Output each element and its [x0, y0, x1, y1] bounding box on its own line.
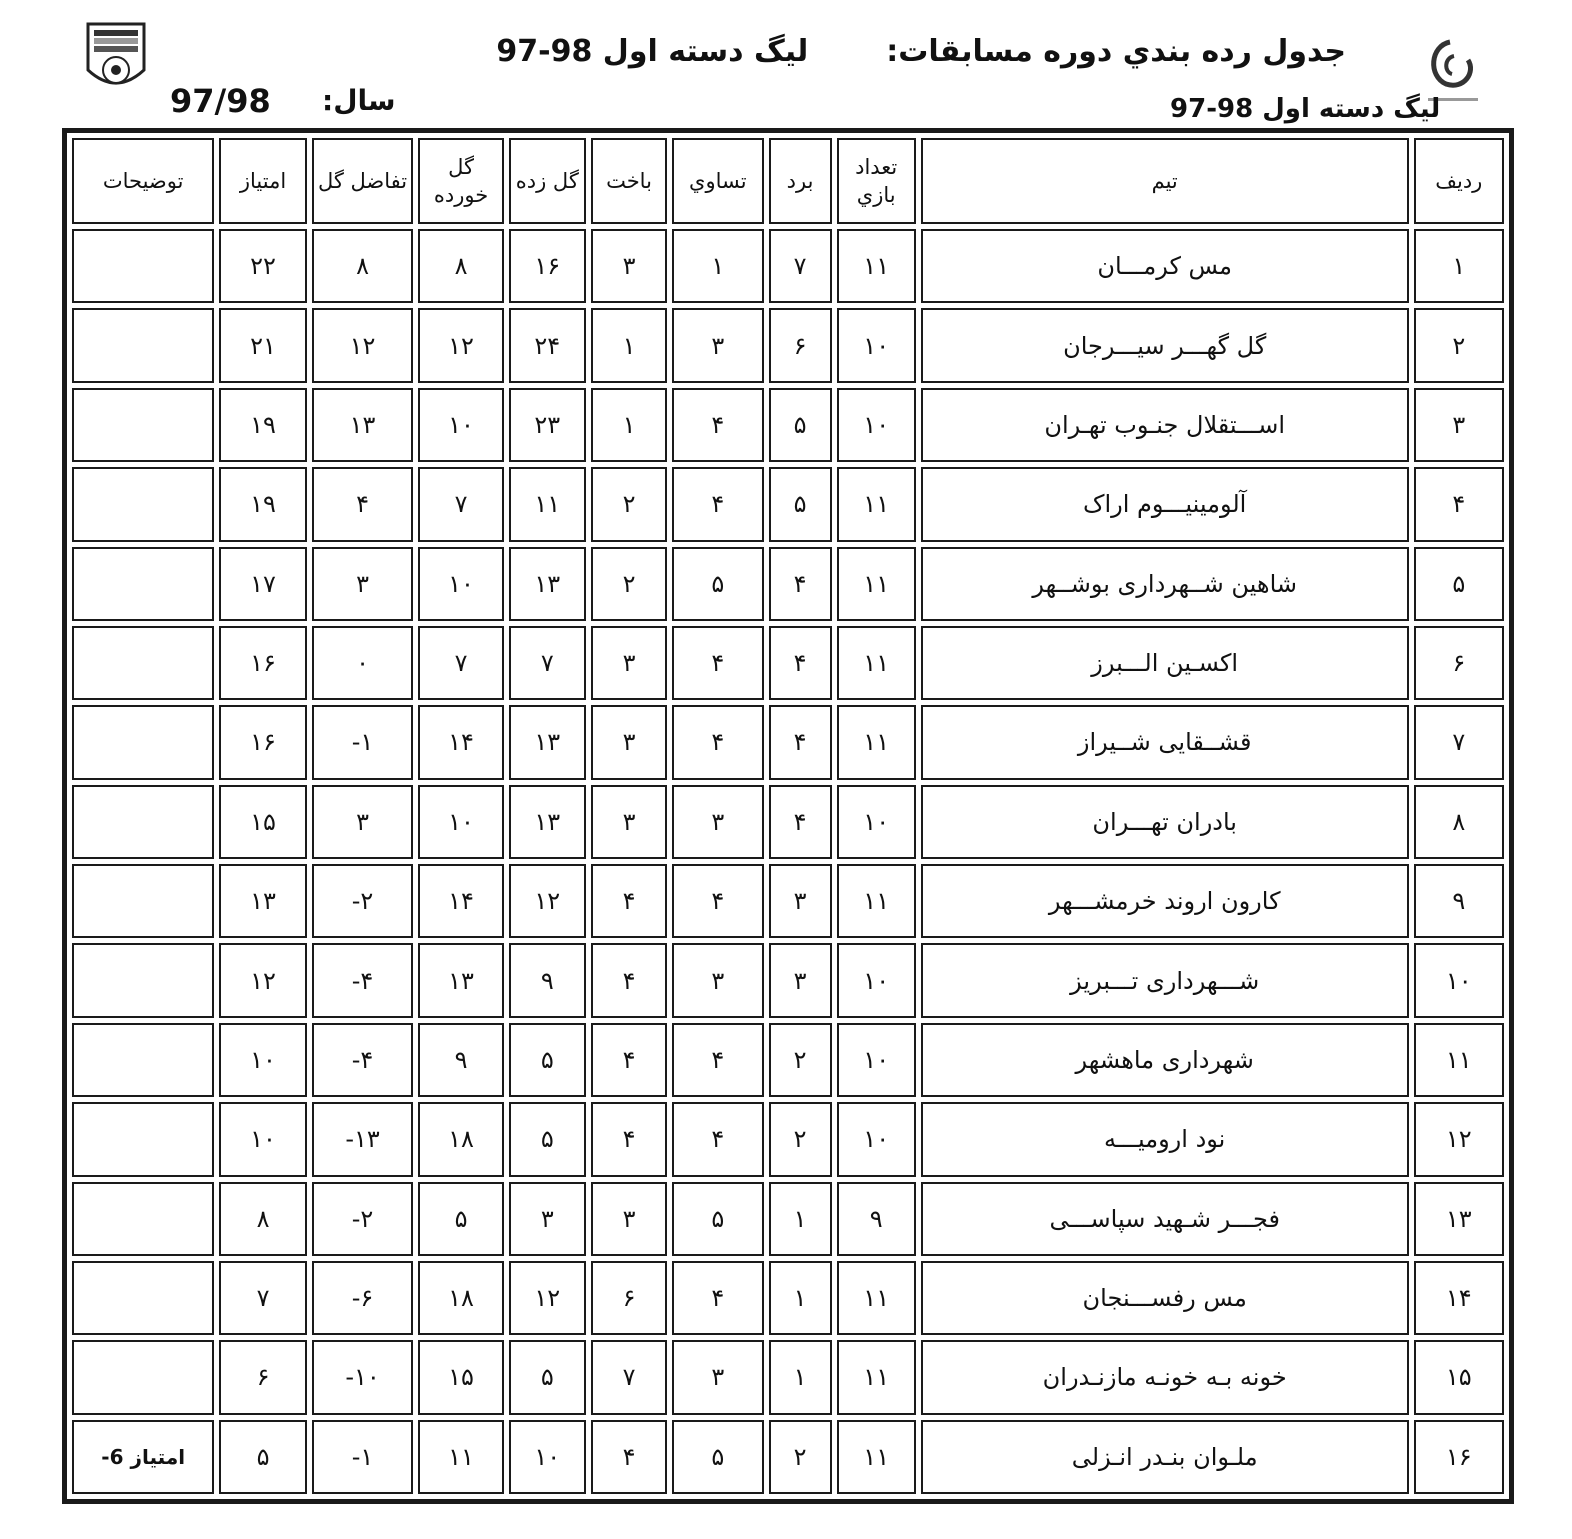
cell-played: ۱۰ [837, 1023, 916, 1097]
cell-team: آلومينيـــوم اراک [921, 467, 1409, 541]
cell-won: ۴ [769, 626, 832, 700]
cell-played: ۱۰ [837, 785, 916, 859]
cell-gd: ۲- [312, 864, 414, 938]
cell-drawn: ۳ [672, 943, 763, 1017]
cell-ga: ۱۸ [418, 1261, 503, 1335]
cell-lost: ۴ [591, 1102, 667, 1176]
cell-ga: ۸ [418, 229, 503, 303]
cell-lost: ۲ [591, 547, 667, 621]
cell-gd: ۱۲ [312, 308, 414, 382]
cell-drawn: ۴ [672, 705, 763, 779]
cell-lost: ۳ [591, 705, 667, 779]
col-team-header: تيم [921, 138, 1409, 224]
cell-note [72, 547, 214, 621]
cell-team: قشــقايی شــيراز [921, 705, 1409, 779]
cell-team: اســـتقلال جنـوب تهـران [921, 388, 1409, 462]
table-row [72, 1340, 1504, 1414]
cell-note [72, 308, 214, 382]
cell-ga: ۱۴ [418, 705, 503, 779]
cell-gf: ۷ [509, 626, 586, 700]
cell-rank: ۱۴ [1414, 1261, 1504, 1335]
cell-gd: ۲- [312, 1182, 414, 1256]
cell-played: ۱۰ [837, 308, 916, 382]
cell-note [72, 864, 214, 938]
cell-won: ۱ [769, 1182, 832, 1256]
cell-gf: ۵ [509, 1102, 586, 1176]
cell-gf: ۹ [509, 943, 586, 1017]
cell-gf: ۲۴ [509, 308, 586, 382]
cell-drawn: ۴ [672, 626, 763, 700]
col-gd-header: تفاضل گل [312, 138, 414, 224]
cell-gf: ۱۲ [509, 1261, 586, 1335]
cell-rank: ۹ [1414, 864, 1504, 938]
cell-rank: ۱۶ [1414, 1420, 1504, 1494]
cell-pts: ۶ [219, 1340, 306, 1414]
cell-drawn: ۳ [672, 785, 763, 859]
cell-played: ۱۱ [837, 229, 916, 303]
cell-gf: ۱۶ [509, 229, 586, 303]
cell-rank: ۱ [1414, 229, 1504, 303]
col-ga-header: گل خورده [418, 138, 503, 224]
cell-rank: ۱۱ [1414, 1023, 1504, 1097]
cell-team: مس رفســـنجان [921, 1261, 1409, 1335]
cell-lost: ۳ [591, 785, 667, 859]
cell-lost: ۱ [591, 308, 667, 382]
cell-drawn: ۴ [672, 1261, 763, 1335]
cell-gd: ۱۳ [312, 388, 414, 462]
cell-won: ۵ [769, 388, 832, 462]
cell-team: خونه بـه خونـه مازنـدران [921, 1340, 1409, 1414]
cell-played: ۱۰ [837, 943, 916, 1017]
table-row [72, 1023, 1504, 1097]
cell-drawn: ۴ [672, 1102, 763, 1176]
document-title [496, 34, 1346, 69]
cell-rank: ۱۰ [1414, 943, 1504, 1017]
cell-lost: ۳ [591, 229, 667, 303]
standings-table [67, 133, 1509, 1499]
cell-gf: ۱۳ [509, 547, 586, 621]
cell-ga: ۷ [418, 626, 503, 700]
cell-won: ۴ [769, 547, 832, 621]
cell-won: ۱ [769, 1340, 832, 1414]
cell-gf: ۵ [509, 1023, 586, 1097]
cell-ga: ۱۸ [418, 1102, 503, 1176]
cell-gd: ۱- [312, 705, 414, 779]
cell-gd: ۱۰- [312, 1340, 414, 1414]
cell-pts: ۲۲ [219, 229, 306, 303]
table-row [72, 1420, 1504, 1494]
cell-rank: ۱۳ [1414, 1182, 1504, 1256]
cell-gd: ۸ [312, 229, 414, 303]
col-drawn-header: تساوي [672, 138, 763, 224]
cell-drawn: ۵ [672, 1182, 763, 1256]
cell-gd: ۳ [312, 547, 414, 621]
cell-played: ۱۱ [837, 1261, 916, 1335]
table-row [72, 626, 1504, 700]
cell-won: ۵ [769, 467, 832, 541]
cell-team: ملـوان بنـدر انـزلی [921, 1420, 1409, 1494]
cell-rank: ۵ [1414, 547, 1504, 621]
cell-team: اکسـين الـــبرز [921, 626, 1409, 700]
cell-pts: ۱۷ [219, 547, 306, 621]
subtitle: ليگ دسته اول 98-97 [1170, 94, 1441, 124]
year-label: سال: [322, 84, 396, 117]
table-row [72, 864, 1504, 938]
cell-ga: ۱۰ [418, 388, 503, 462]
cell-note [72, 1261, 214, 1335]
cell-played: ۱۱ [837, 1340, 916, 1414]
cell-rank: ۸ [1414, 785, 1504, 859]
cell-team: شهرداری ماهشهر [921, 1023, 1409, 1097]
cell-pts: ۷ [219, 1261, 306, 1335]
cell-team: نود اروميـــه [921, 1102, 1409, 1176]
table-row [72, 308, 1504, 382]
table-row [72, 705, 1504, 779]
cell-drawn: ۳ [672, 1340, 763, 1414]
cell-won: ۷ [769, 229, 832, 303]
cell-won: ۲ [769, 1420, 832, 1494]
cell-lost: ۳ [591, 626, 667, 700]
cell-played: ۱۱ [837, 705, 916, 779]
cell-note [72, 388, 214, 462]
cell-team: فجـــر شـهيد سپاســـی [921, 1182, 1409, 1256]
cell-team: شـــهرداری تـــبريز [921, 943, 1409, 1017]
cell-note [72, 626, 214, 700]
cell-lost: ۶ [591, 1261, 667, 1335]
cell-won: ۶ [769, 308, 832, 382]
cell-note [72, 1182, 214, 1256]
cell-team: کارون اروند خرمشـــهر [921, 864, 1409, 938]
cell-gd: ۱- [312, 1420, 414, 1494]
cell-won: ۴ [769, 785, 832, 859]
cell-team: شاهين شــهرداری بوشــهر [921, 547, 1409, 621]
cell-gf: ۵ [509, 1340, 586, 1414]
cell-rank: ۲ [1414, 308, 1504, 382]
cell-note [72, 1102, 214, 1176]
cell-pts: ۱۲ [219, 943, 306, 1017]
cell-pts: ۱۶ [219, 705, 306, 779]
cell-pts: ۲۱ [219, 308, 306, 382]
cell-gd: ۶- [312, 1261, 414, 1335]
table-row [72, 1182, 1504, 1256]
title-text: جدول رده بندي دوره مسابقات: [886, 34, 1346, 69]
cell-note [72, 229, 214, 303]
cell-won: ۳ [769, 864, 832, 938]
cell-ga: ۱۰ [418, 785, 503, 859]
cell-pts: ۱۵ [219, 785, 306, 859]
cell-gf: ۱۰ [509, 1420, 586, 1494]
cell-lost: ۲ [591, 467, 667, 541]
standings-table-frame [62, 128, 1514, 1504]
cell-rank: ۷ [1414, 705, 1504, 779]
cell-won: ۲ [769, 1023, 832, 1097]
table-row [72, 547, 1504, 621]
cell-lost: ۴ [591, 943, 667, 1017]
cell-lost: ۴ [591, 864, 667, 938]
table-row [72, 229, 1504, 303]
cell-ga: ۱۱ [418, 1420, 503, 1494]
cell-team: گل گهـــر سيـــرجان [921, 308, 1409, 382]
cell-ga: ۱۰ [418, 547, 503, 621]
cell-drawn: ۴ [672, 467, 763, 541]
cell-won: ۴ [769, 705, 832, 779]
cell-won: ۳ [769, 943, 832, 1017]
cell-gf: ۱۲ [509, 864, 586, 938]
cell-ga: ۱۲ [418, 308, 503, 382]
cell-ga: ۵ [418, 1182, 503, 1256]
cell-drawn: ۳ [672, 308, 763, 382]
cell-drawn: ۴ [672, 864, 763, 938]
cell-gf: ۳ [509, 1182, 586, 1256]
cell-pts: ۱۰ [219, 1102, 306, 1176]
table-row [72, 467, 1504, 541]
cell-won: ۱ [769, 1261, 832, 1335]
cell-note [72, 705, 214, 779]
col-gf-header: گل زده [509, 138, 586, 224]
cell-gd: ۰ [312, 626, 414, 700]
title-league: ليگ دسته اول 98-97 [496, 34, 809, 69]
cell-note [72, 785, 214, 859]
cell-played: ۱۱ [837, 1420, 916, 1494]
cell-gf: ۱۱ [509, 467, 586, 541]
cell-note [72, 467, 214, 541]
table-body [72, 229, 1504, 1494]
cell-note [72, 943, 214, 1017]
cell-ga: ۹ [418, 1023, 503, 1097]
cell-ga: ۷ [418, 467, 503, 541]
cell-rank: ۱۵ [1414, 1340, 1504, 1414]
cell-pts: ۱۳ [219, 864, 306, 938]
cell-pts: ۱۹ [219, 388, 306, 462]
cell-gd: ۱۳- [312, 1102, 414, 1176]
cell-lost: ۴ [591, 1023, 667, 1097]
col-rank-header: رديف [1414, 138, 1504, 224]
cell-team: مس کرمـــان [921, 229, 1409, 303]
table-row [72, 1102, 1504, 1176]
cell-note [72, 1340, 214, 1414]
year-value: 97/98 [170, 82, 271, 120]
col-notes-header: توضيحات [72, 138, 214, 224]
cell-pts: ۵ [219, 1420, 306, 1494]
cell-drawn: ۴ [672, 388, 763, 462]
cell-pts: ۱۹ [219, 467, 306, 541]
cell-rank: ۴ [1414, 467, 1504, 541]
cell-played: ۱۱ [837, 864, 916, 938]
cell-pts: ۸ [219, 1182, 306, 1256]
cell-team: بادران تهـــران [921, 785, 1409, 859]
col-played-header: تعداد بازي [837, 138, 916, 224]
cell-gd: ۳ [312, 785, 414, 859]
cell-drawn: ۵ [672, 547, 763, 621]
cell-drawn: ۱ [672, 229, 763, 303]
cell-gd: ۴- [312, 1023, 414, 1097]
cell-note: امتياز 6- [72, 1420, 214, 1494]
cell-played: ۱۰ [837, 1102, 916, 1176]
cell-played: ۱۱ [837, 467, 916, 541]
federation-logo-icon [84, 20, 148, 98]
header-row [72, 138, 1504, 224]
cell-played: ۱۱ [837, 626, 916, 700]
cell-lost: ۷ [591, 1340, 667, 1414]
cell-rank: ۱۲ [1414, 1102, 1504, 1176]
cell-drawn: ۵ [672, 1420, 763, 1494]
cell-ga: ۱۴ [418, 864, 503, 938]
cell-gd: ۴- [312, 943, 414, 1017]
cell-ga: ۱۵ [418, 1340, 503, 1414]
cell-played: ۹ [837, 1182, 916, 1256]
cell-played: ۱۱ [837, 547, 916, 621]
cell-gf: ۱۳ [509, 705, 586, 779]
cell-lost: ۱ [591, 388, 667, 462]
cell-played: ۱۰ [837, 388, 916, 462]
cell-gf: ۱۳ [509, 785, 586, 859]
col-won-header: برد [769, 138, 832, 224]
table-row [72, 785, 1504, 859]
col-pts-header: امتياز [219, 138, 306, 224]
cell-rank: ۶ [1414, 626, 1504, 700]
cell-pts: ۱۶ [219, 626, 306, 700]
cell-ga: ۱۳ [418, 943, 503, 1017]
cell-drawn: ۴ [672, 1023, 763, 1097]
cell-lost: ۴ [591, 1420, 667, 1494]
table-row [72, 1261, 1504, 1335]
cell-pts: ۱۰ [219, 1023, 306, 1097]
table-row [72, 388, 1504, 462]
table-row [72, 943, 1504, 1017]
col-lost-header: باخت [591, 138, 667, 224]
cell-gd: ۴ [312, 467, 414, 541]
cell-note [72, 1023, 214, 1097]
cell-lost: ۳ [591, 1182, 667, 1256]
cell-gf: ۲۳ [509, 388, 586, 462]
cell-won: ۲ [769, 1102, 832, 1176]
cell-rank: ۳ [1414, 388, 1504, 462]
